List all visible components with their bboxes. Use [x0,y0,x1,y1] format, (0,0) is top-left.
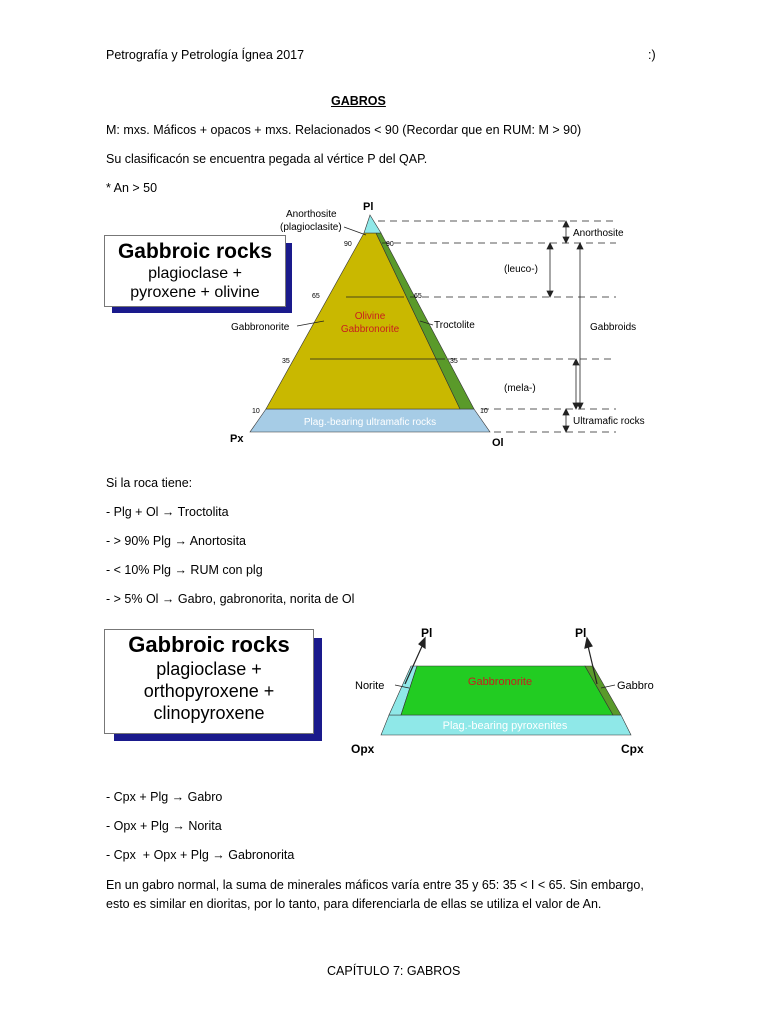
intro-line-2: Su clasificacón se encuentra pegada al vértice P del QAP. [106,152,428,166]
gabbronorite-field-2 [401,666,613,715]
opx-label: Opx [351,742,375,756]
figure1-box-line2: pyroxene + olivine [130,284,260,301]
pyroxene-trapezoid-diagram [345,622,665,762]
rule-1: - Plg + Ol → Troctolita [106,505,229,519]
rule2-1: - Cpx + Plg → Gabro [106,790,223,804]
rules-heading: Si la roca tiene: [106,476,193,490]
corner-ol-label: Ol [492,437,504,449]
right-anorthosite-label: Anorthosite [573,228,624,239]
figure2-box-line2: orthopyroxene + [143,681,275,701]
tick-90-right: 90 [386,241,394,248]
tick-90-left: 90 [344,241,352,248]
right-mela-label: (mela-) [504,383,536,394]
gabbroic-triangle-diagram [220,195,690,450]
tick-10-right: 10 [480,408,488,415]
rule-2: - > 90% Plg → Anortosita [106,534,247,548]
pyroxenites-label: Plag.-bearing pyroxenites [442,720,568,732]
tick-10-left: 10 [252,408,260,415]
olivine-label: Olivine [354,311,386,322]
pl-left-label: Pl [421,626,433,640]
norite-label: Norite [355,680,385,692]
page-header-right: :) [648,48,656,62]
ultramafic-band-label: Plag.-bearing ultramafic rocks [303,417,437,428]
tick-65-right: 65 [414,293,422,300]
figure2-box-title: Gabbroic rocks [128,632,290,657]
troctolite-side-label: Troctolite [434,320,475,331]
plagioclasite-label: (plagioclasite) [280,222,342,233]
tick-65-left: 65 [312,293,320,300]
figure2-box-line1: plagioclase + [156,659,262,679]
cpx-label: Cpx [621,742,644,756]
figure1-box-title: Gabbroic rocks [117,240,273,263]
rule-4: - > 5% Ol → Gabro, gabronorita, norita de Ol [106,592,355,606]
intro-line-1: M: mxs. Máficos + opacos + mxs. Relacionados < 90 (Recordar que en RUM: M > 90) [106,123,582,137]
gabbro-label: Gabbro [617,680,654,692]
right-gabbroids-label: Gabbroids [590,322,637,333]
section-title: GABROS [331,94,386,108]
apex-pl-label: Pl [363,201,374,213]
corner-px-label: Px [230,433,244,445]
anorthosite-apex [364,215,381,233]
rule-3: - < 10% Plg → RUM con plg [106,563,263,577]
anorthosite-label: Anorthosite [286,209,337,220]
olivine-gabbronorite-label: Gabbronorite [340,324,400,335]
closing-paragraph: En un gabro normal, la suma de minerales máficos varía entre 35 y 65: 35 < I < 65. Sin embargo, esto es similar en dioritas, por lo tanto, para diferenciarla de ellas se utiliza el valor de An. [106,878,644,911]
rule2-3: - Cpx + Opx + Plg → Gabronorita [106,848,295,862]
right-ultramafic-label: Ultramafic rocks [573,416,645,427]
figure2-box-line3: clinopyroxene [153,703,265,723]
figure2-legend-box [104,629,314,734]
rule2-2: - Opx + Plg → Norita [106,819,222,833]
gabbronorite-label-2: Gabbronorite [467,676,533,688]
gabbronorite-side-label: Gabbronorite [231,322,290,333]
pl-right-label: Pl [575,626,587,640]
tick-35-right: 35 [450,358,458,365]
tick-35-left: 35 [282,358,290,365]
intro-line-3: * An > 50 [106,181,158,195]
page-footer: CAPÍTULO 7: GABROS [327,964,461,978]
figure1-box-line1: plagioclase + [148,265,242,282]
page-header-left: Petrografía y Petrología Ígnea 2017 [106,48,305,62]
right-leuco-label: (leuco-) [504,264,538,275]
